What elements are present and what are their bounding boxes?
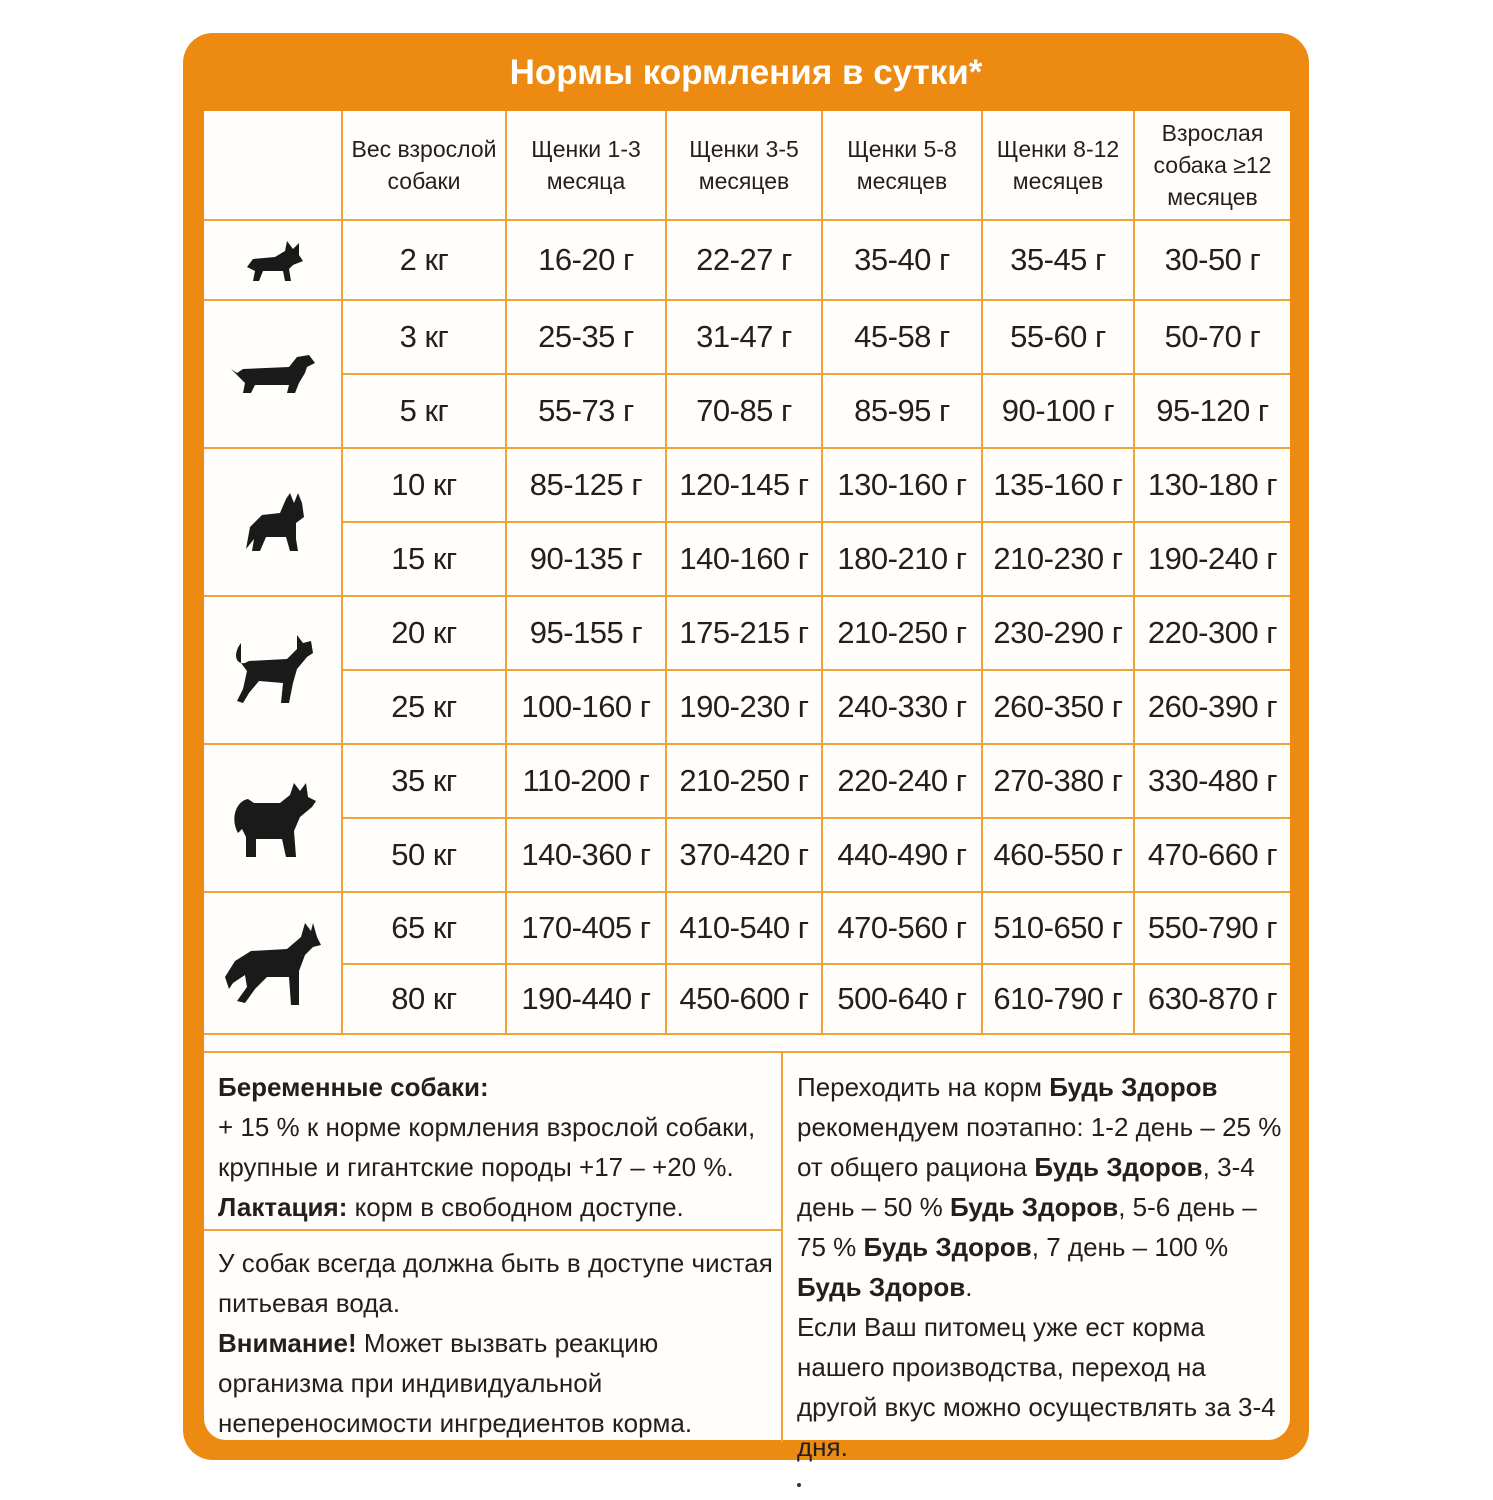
portion-cell: 460-550 г bbox=[982, 818, 1134, 892]
weight-cell: 15 кг bbox=[342, 522, 506, 596]
portion-cell: 95-120 г bbox=[1134, 374, 1290, 448]
portion-cell: 190-230 г bbox=[666, 670, 822, 744]
feeding-card bbox=[183, 33, 1309, 1460]
portion-cell: 130-180 г bbox=[1134, 448, 1290, 522]
table-body bbox=[204, 220, 1290, 1034]
portion-cell: 100-160 г bbox=[506, 670, 666, 744]
portion-cell: 210-250 г bbox=[822, 596, 982, 670]
transition-text: , 5-6 день – 75 % bbox=[797, 1192, 1257, 1262]
portion-cell: 35-40 г bbox=[822, 220, 982, 300]
weight-cell: 50 кг bbox=[342, 818, 506, 892]
portion-cell: 50-70 г bbox=[1134, 300, 1290, 374]
portion-cell: 240-330 г bbox=[822, 670, 982, 744]
table-row bbox=[204, 596, 1290, 670]
card-body bbox=[204, 111, 1290, 1462]
lactation-label: Лактация: bbox=[218, 1192, 348, 1222]
portion-cell: 22-27 г bbox=[666, 220, 822, 300]
portion-cell: 220-300 г bbox=[1134, 596, 1290, 670]
portion-cell: 510-650 г bbox=[982, 892, 1134, 964]
portion-cell: 210-230 г bbox=[982, 522, 1134, 596]
feeding-table bbox=[204, 111, 1290, 1035]
weight-cell: 35 кг bbox=[342, 744, 506, 818]
portion-cell: 190-440 г bbox=[506, 964, 666, 1034]
header-puppy-5-8: Щенки 5-8 месяцев bbox=[822, 111, 982, 220]
transition-text: , 7 день – 100 % bbox=[1031, 1232, 1229, 1262]
notes-left bbox=[204, 1053, 783, 1442]
table-row bbox=[204, 744, 1290, 818]
portion-cell: 410-540 г bbox=[666, 892, 822, 964]
weight-cell: 65 кг bbox=[342, 892, 506, 964]
portion-cell: 190-240 г bbox=[1134, 522, 1290, 596]
portion-cell: 135-160 г bbox=[982, 448, 1134, 522]
portion-cell: 170-405 г bbox=[506, 892, 666, 964]
portion-cell: 120-145 г bbox=[666, 448, 822, 522]
transition-note bbox=[797, 1067, 1287, 1467]
dachshund-silhouette-icon bbox=[204, 300, 342, 448]
brand-name: Будь Здоров bbox=[949, 1192, 1119, 1222]
brand-name: Будь Здоров bbox=[797, 1272, 966, 1302]
weight-cell: 10 кг bbox=[342, 448, 506, 522]
water-warning-note bbox=[218, 1243, 780, 1443]
portion-cell: 25-35 г bbox=[506, 300, 666, 374]
portion-cell: 470-560 г bbox=[822, 892, 982, 964]
transition-text: . bbox=[965, 1272, 973, 1302]
header-puppy-1-3: Щенки 1-3 месяца bbox=[506, 111, 666, 220]
header-puppy-8-12: Щенки 8-12 месяцев bbox=[982, 111, 1134, 220]
page-title: Нормы кормления в сутки* bbox=[509, 53, 983, 92]
stray-dot bbox=[797, 1483, 801, 1487]
portion-cell: 85-95 г bbox=[822, 374, 982, 448]
table-header-row bbox=[204, 111, 1290, 220]
portion-cell: 140-160 г bbox=[666, 522, 822, 596]
pregnant-label: Беременные собаки: bbox=[218, 1072, 489, 1102]
transition-switch-text: Если Ваш питомец уже ест корма нашего производства, переход на другой вкус можно осуществлять за 3-4 дня. bbox=[797, 1312, 1276, 1462]
warning-label: Внимание! bbox=[218, 1328, 357, 1358]
table-row bbox=[204, 374, 1290, 448]
portion-cell: 85-125 г bbox=[506, 448, 666, 522]
weight-cell: 2 кг bbox=[342, 220, 506, 300]
portion-cell: 130-160 г bbox=[822, 448, 982, 522]
brand-name: Будь Здоров bbox=[1049, 1072, 1218, 1102]
weight-cell: 5 кг bbox=[342, 374, 506, 448]
weight-cell: 20 кг bbox=[342, 596, 506, 670]
portion-cell: 550-790 г bbox=[1134, 892, 1290, 964]
portion-cell: 450-600 г bbox=[666, 964, 822, 1034]
table-row bbox=[204, 670, 1290, 744]
weight-cell: 80 кг bbox=[342, 964, 506, 1034]
table-row bbox=[204, 892, 1290, 964]
pregnancy-note bbox=[218, 1067, 778, 1227]
chihuahua-silhouette-icon bbox=[204, 220, 342, 300]
portion-cell: 175-215 г bbox=[666, 596, 822, 670]
portion-cell: 35-45 г bbox=[982, 220, 1134, 300]
portion-cell: 610-790 г bbox=[982, 964, 1134, 1034]
portion-cell: 260-390 г bbox=[1134, 670, 1290, 744]
husky-silhouette-icon bbox=[204, 744, 342, 892]
shiba-silhouette-icon bbox=[204, 596, 342, 744]
brand-name: Будь Здоров bbox=[1034, 1152, 1203, 1182]
transition-text: рекомендуем поэтапно: 1-2 день – 25 % от общего рациона bbox=[797, 1112, 1282, 1182]
portion-cell: 45-58 г bbox=[822, 300, 982, 374]
header-adult: Взрослая собака ≥12 месяцев bbox=[1134, 111, 1290, 220]
portion-cell: 90-135 г bbox=[506, 522, 666, 596]
portion-cell: 90-100 г bbox=[982, 374, 1134, 448]
portion-cell: 440-490 г bbox=[822, 818, 982, 892]
portion-cell: 55-73 г bbox=[506, 374, 666, 448]
transition-text: Переходить на корм bbox=[797, 1072, 1050, 1102]
transition-text: , 3-4 день – 50 % bbox=[797, 1152, 1255, 1222]
pregnant-line-2: крупные и гигантские породы +17 – +20 %. bbox=[218, 1152, 734, 1182]
portion-cell: 30-50 г bbox=[1134, 220, 1290, 300]
header-weight: Вес взрослой собаки bbox=[342, 111, 506, 220]
portion-cell: 95-155 г bbox=[506, 596, 666, 670]
french-bulldog-silhouette-icon bbox=[204, 448, 342, 596]
notes-section bbox=[204, 1051, 1290, 1462]
portion-cell: 210-250 г bbox=[666, 744, 822, 818]
table-row bbox=[204, 220, 1290, 300]
notes-divider bbox=[204, 1229, 781, 1231]
portion-cell: 630-870 г bbox=[1134, 964, 1290, 1034]
portion-cell: 270-380 г bbox=[982, 744, 1134, 818]
table-row bbox=[204, 448, 1290, 522]
portion-cell: 330-480 г bbox=[1134, 744, 1290, 818]
brand-name: Будь Здоров bbox=[863, 1232, 1032, 1262]
weight-cell: 25 кг bbox=[342, 670, 506, 744]
portion-cell: 110-200 г bbox=[506, 744, 666, 818]
water-text: У собак всегда должна быть в доступе чистая питьевая вода. bbox=[218, 1248, 773, 1318]
portion-cell: 370-420 г bbox=[666, 818, 822, 892]
portion-cell: 31-47 г bbox=[666, 300, 822, 374]
warning-text: Может вызвать реакцию организма при индивидуальной непереносимости ингредиентов корма. bbox=[218, 1328, 693, 1438]
pregnant-line-1: + 15 % к норме кормления взрослой собаки, bbox=[218, 1112, 756, 1142]
portion-cell: 55-60 г bbox=[982, 300, 1134, 374]
portion-cell: 230-290 г bbox=[982, 596, 1134, 670]
table-row bbox=[204, 818, 1290, 892]
header-puppy-3-5: Щенки 3-5 месяцев bbox=[666, 111, 822, 220]
shepherd-silhouette-icon bbox=[204, 892, 342, 1034]
table-row bbox=[204, 522, 1290, 596]
portion-cell: 16-20 г bbox=[506, 220, 666, 300]
lactation-text: корм в свободном доступе. bbox=[347, 1192, 684, 1222]
portion-cell: 70-85 г bbox=[666, 374, 822, 448]
table-row bbox=[204, 300, 1290, 374]
weight-cell: 3 кг bbox=[342, 300, 506, 374]
table-row bbox=[204, 964, 1290, 1034]
portion-cell: 220-240 г bbox=[822, 744, 982, 818]
portion-cell: 470-660 г bbox=[1134, 818, 1290, 892]
portion-cell: 260-350 г bbox=[982, 670, 1134, 744]
portion-cell: 500-640 г bbox=[822, 964, 982, 1034]
header-icon-col bbox=[204, 111, 342, 220]
portion-cell: 140-360 г bbox=[506, 818, 666, 892]
portion-cell: 180-210 г bbox=[822, 522, 982, 596]
